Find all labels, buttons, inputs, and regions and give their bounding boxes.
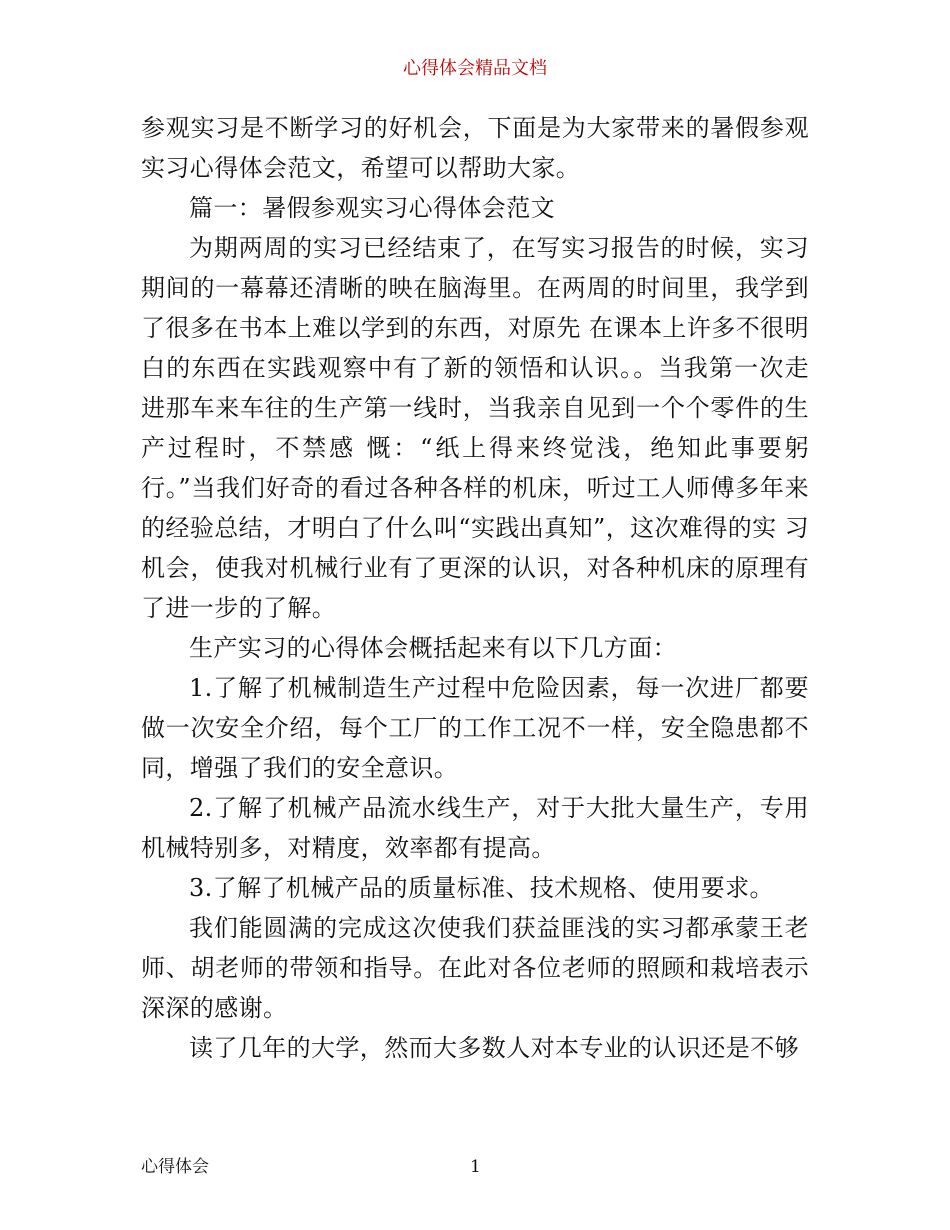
paragraph: 为期两周的实习已经结束了，在写实习报告的时候，实习期间的一幕幕还清晰的映在脑海里。在两周的时间里，我学到了很多在书本上难以学到的东西，对原先 在课本上许多不很明白的东西在实践观察中有了新的领悟和认识。。当我第一次走进那车来车往的生产第一线时，当我亲自见到一个个零件的生产过程时，不禁感 慨：“纸上得来终觉浅，绝知此事要躬行。”当我们好奇的看过各种各样的机床，听过工人师傅多年来的经验总结，才明白了什么叫“实践出真知”，这次难得的实 习机会，使我对机械行业有了更深的认识，对各种机床的原理有了进一步的了解。 — [141, 234, 809, 622]
footer-label: 心得体会 — [141, 1157, 209, 1177]
paragraph: 参观实习是不断学习的好机会，下面是为大家带来的暑假参观实习心得体会范文，希望可以帮助大家。 — [141, 114, 809, 182]
document-body — [141, 108, 809, 1068]
page-number: 1 — [470, 1157, 481, 1177]
list-item: 3.了解了机械产品的质量标准、技术规格、使用要求。 — [189, 874, 774, 902]
list-item: 1.了解了机械制造生产过程中危险因素，每一次进厂都要做一次安全介绍，每个工厂的工作工况不一样，安全隐患都不同，增强了我们的安全意识。 — [141, 674, 809, 782]
paragraph: 生产实习的心得体会概括起来有以下几方面： — [189, 634, 677, 662]
list-item: 2.了解了机械产品流水线生产，对于大批大量生产，专用机械特别多，对精度，效率都有提高。 — [141, 794, 809, 862]
paragraph: 我们能圆满的完成这次使我们获益匪浅的实习都承蒙王老师、胡老师的带领和指导。在此对各位老师的照顾和栽培表示深深的感谢。 — [141, 914, 809, 1022]
section-heading: 篇一：暑假参观实习心得体会范文 — [189, 194, 555, 222]
document-header-title: 心得体会精品文档 — [403, 58, 547, 79]
paragraph: 读了几年的大学，然而大多数人对本专业的认识还是不够 — [189, 1034, 799, 1062]
